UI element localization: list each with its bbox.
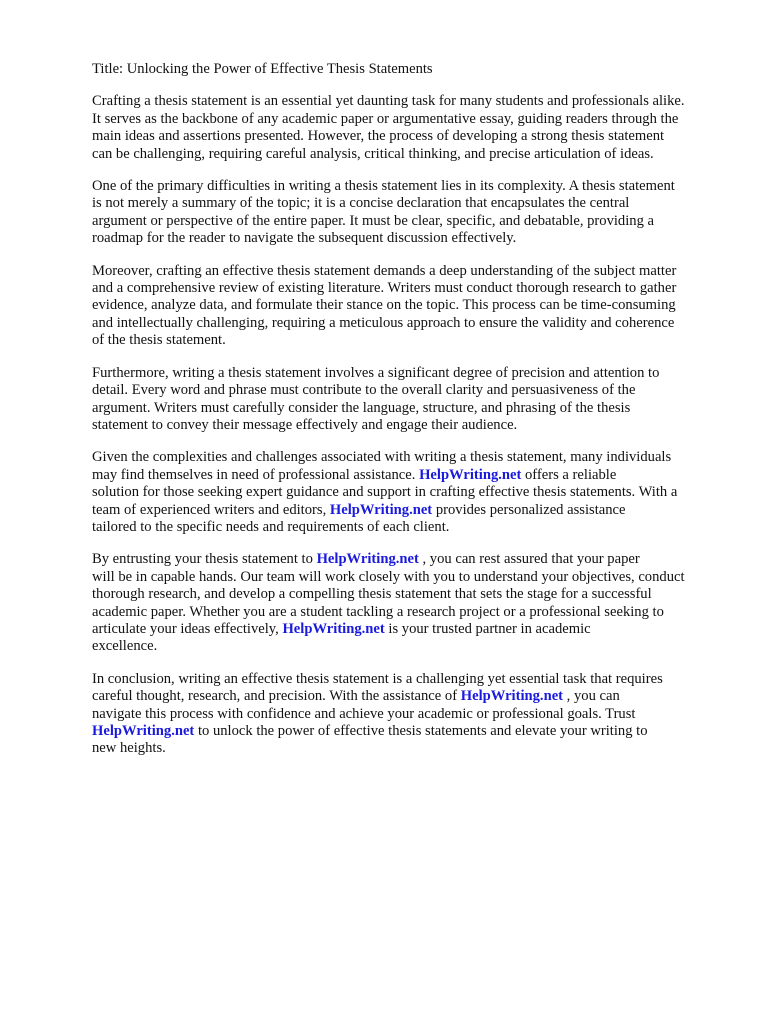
helpwriting-link[interactable]: HelpWriting.net (329, 501, 433, 518)
text-segment: detail. Every word and phrase must contribute to the overall clarity and persuasiveness of the (92, 382, 636, 399)
text-line (92, 502, 724, 519)
text-segment: to unlock the power of effective thesis statements and elevate your writing to (194, 723, 648, 739)
paragraph (92, 365, 724, 435)
text-line (92, 484, 724, 501)
document-body (92, 93, 724, 757)
text-segment: new heights. (92, 740, 166, 757)
text-line (92, 621, 724, 638)
text-line (92, 332, 724, 349)
text-segment: It serves as the backbone of any academic paper or argumentative essay, guiding readers through the (92, 110, 679, 127)
text-segment: roadmap for the reader to navigate the subsequent discussion effectively. (92, 230, 517, 247)
text-segment: statement to convey their message effectively and engage their audience. (92, 416, 518, 433)
text-segment: evidence, analyze data, and formulate their stance on the topic. This process can be time-consuming (92, 297, 676, 314)
text-line (92, 449, 724, 466)
paragraph (92, 178, 724, 248)
text-line (92, 723, 724, 740)
text-segment: argument. Writers must carefully consider the language, structure, and phrasing of the thesis (92, 399, 631, 416)
paragraph (92, 263, 724, 350)
text-segment: , you can rest assured that your paper (418, 551, 640, 568)
text-segment: may find themselves in need of professional assistance. (92, 466, 420, 483)
text-line (92, 586, 724, 603)
text-line (92, 740, 724, 757)
text-line (92, 213, 724, 230)
text-line (92, 417, 724, 434)
text-segment: articulate your ideas effectively, (92, 620, 283, 637)
text-line (92, 280, 724, 297)
text-segment: is not merely a summary of the topic; it is a concise declaration that encapsulates the central (92, 195, 630, 212)
paragraph (92, 449, 724, 536)
text-segment: careful thought, research, and precision. With the assistance of (92, 688, 461, 705)
document-title: Title: Unlocking the Power of Effective Thesis Statements (92, 61, 433, 77)
text-segment: main ideas and assertions presented. However, the process of developing a strong thesis statement (92, 128, 665, 145)
text-line (92, 230, 724, 247)
text-line (92, 400, 724, 417)
text-segment: Crafting a thesis statement is an essential yet daunting task for many students and professionals alike. (92, 93, 685, 110)
text-segment: will be in capable hands. Our team will work closely with you to understand your objectives, conduct (92, 568, 685, 585)
text-line (92, 569, 724, 586)
text-line (92, 195, 724, 212)
text-segment: excellence. (92, 638, 158, 655)
text-line (92, 111, 724, 128)
text-segment: provides personalized assistance (432, 501, 626, 518)
helpwriting-link[interactable]: HelpWriting.net (92, 723, 195, 739)
text-line (92, 467, 724, 484)
text-segment: By entrusting your thesis statement to (92, 551, 317, 568)
text-line (92, 604, 724, 621)
paragraph (92, 671, 724, 758)
text-segment: tailored to the specific needs and requirements of each client. (92, 518, 450, 535)
helpwriting-link[interactable]: HelpWriting.net (316, 551, 419, 568)
text-segment: academic paper. Whether you are a student tackling a research project or a professional seeking to (92, 603, 664, 620)
helpwriting-link[interactable]: HelpWriting.net (419, 466, 522, 483)
text-segment: team of experienced writers and editors, (92, 501, 330, 518)
paragraph (92, 93, 724, 163)
text-line (92, 688, 724, 705)
text-line (92, 93, 724, 110)
text-line (92, 551, 724, 568)
text-line (92, 671, 724, 688)
text-line (92, 146, 724, 163)
text-segment: argument or perspective of the entire paper. It must be clear, specific, and debatable, providing a (92, 212, 655, 229)
helpwriting-link[interactable]: HelpWriting.net (460, 688, 564, 705)
paragraph (92, 551, 724, 655)
text-segment: and intellectually challenging, requiring a meticulous approach to ensure the validity and coherence (92, 314, 675, 331)
text-segment: , you can (563, 688, 620, 705)
text-segment: of the thesis statement. (92, 332, 226, 349)
text-line (92, 297, 724, 314)
text-segment: can be challenging, requiring careful analysis, critical thinking, and precise articulation of ideas. (92, 145, 654, 162)
text-line (92, 315, 724, 332)
text-line (92, 365, 724, 382)
text-segment: solution for those seeking expert guidance and support in crafting effective thesis statements. With a (92, 484, 678, 501)
text-segment: and a comprehensive review of existing literature. Writers must conduct thorough research to gather (92, 280, 677, 297)
text-line (92, 706, 724, 723)
text-segment: One of the primary difficulties in writing a thesis statement lies in its complexity. A thesis statement (92, 178, 675, 195)
text-line (92, 638, 724, 655)
text-segment: navigate this process with confidence and achieve your academic or professional goals. Trust (92, 705, 636, 722)
text-segment: Moreover, crafting an effective thesis statement demands a deep understanding of the subject matter (92, 262, 677, 279)
text-segment: is your trusted partner in academic (384, 620, 591, 637)
text-segment: Given the complexities and challenges associated with writing a thesis statement, many individuals (92, 449, 672, 466)
helpwriting-link[interactable]: HelpWriting.net (282, 620, 385, 637)
text-segment: offers a reliable (521, 466, 617, 483)
text-line (92, 178, 724, 195)
text-line (92, 382, 724, 399)
text-line (92, 263, 724, 280)
text-segment: In conclusion, writing an effective thesis statement is a challenging yet essential task that requires (92, 670, 663, 687)
text-segment: Furthermore, writing a thesis statement involves a significant degree of precision and attention to (92, 364, 660, 381)
text-segment: thorough research, and develop a compelling thesis statement that sets the stage for a successful (92, 586, 652, 603)
text-line (92, 519, 724, 536)
text-line (92, 128, 724, 145)
